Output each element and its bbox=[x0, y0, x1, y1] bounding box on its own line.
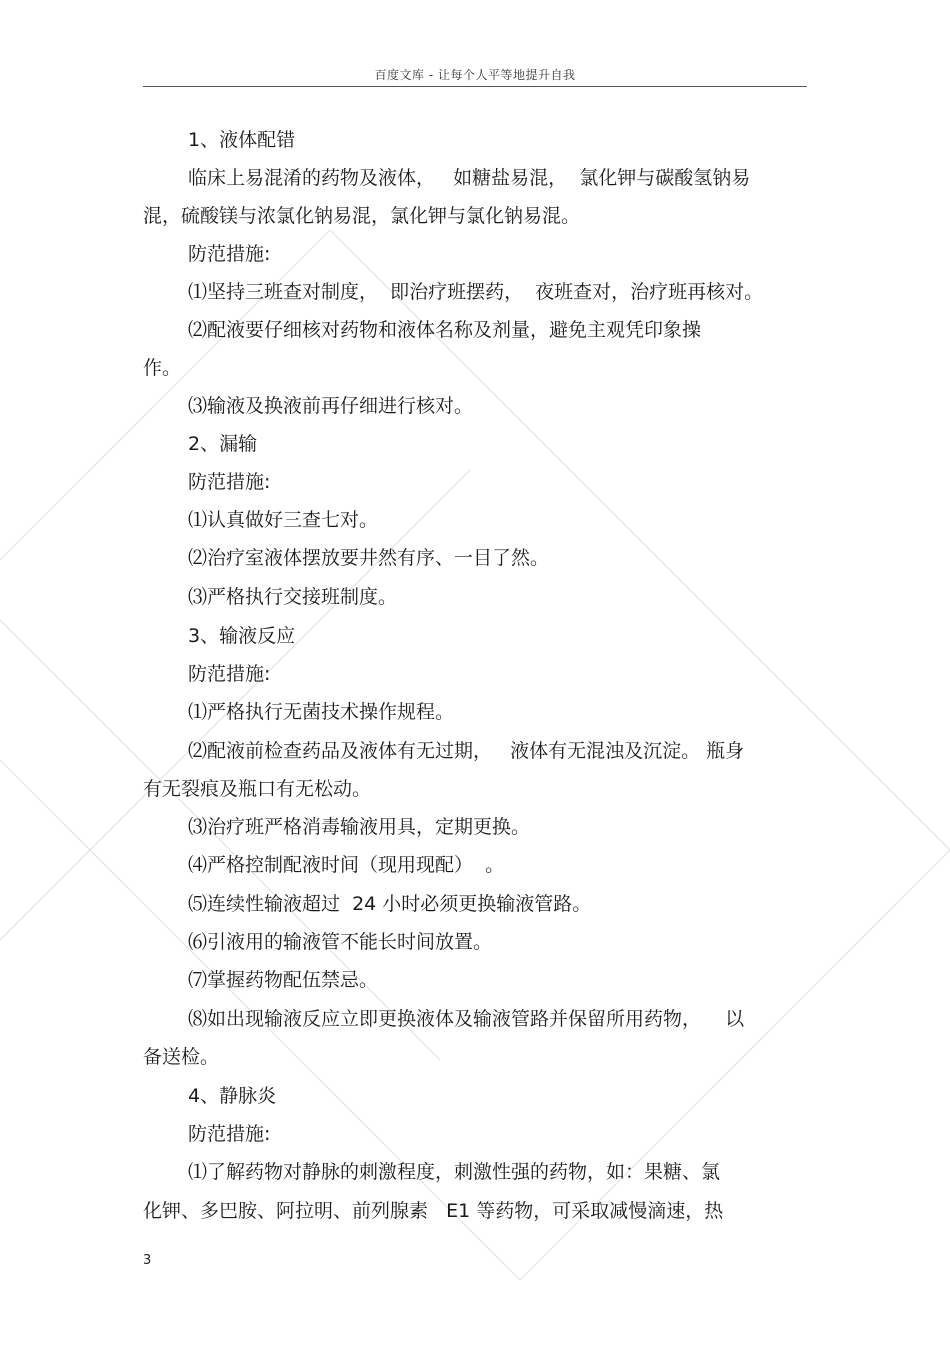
page-number: 3 bbox=[143, 1253, 152, 1268]
measures-label: 防范措施: bbox=[188, 471, 271, 493]
measures-label: 防范措施: bbox=[188, 243, 271, 265]
list-item: ⑶输液及换液前再仔细进行核对。 bbox=[188, 395, 474, 417]
section-heading-liquid-mix-up: 1、液体配错 bbox=[188, 129, 296, 151]
paragraph-line: 临床上易混淆的药物及液体， 如糖盐易混， 氯化钾与碳酸氢钠易 bbox=[188, 167, 751, 189]
list-item: ⑵治疗室液体摆放要井然有序、一目了然。 bbox=[188, 547, 550, 569]
measures-label: 防范措施: bbox=[188, 1123, 271, 1145]
list-item: ⑺掌握药物配伍禁忌。 bbox=[188, 969, 379, 991]
list-item: ⑶严格执行交接班制度。 bbox=[188, 586, 398, 608]
section-heading-phlebitis: 4、静脉炎 bbox=[188, 1085, 277, 1107]
paragraph-line: 混，硫酸镁与浓氯化钠易混，氯化钾与氯化钠易混。 bbox=[143, 205, 581, 227]
list-item: ⑻如出现输液反应立即更换液体及输液管路并保留所用药物， 以 bbox=[188, 1008, 745, 1030]
list-item: ⑷严格控制配液时间（现用现配） 。 bbox=[188, 854, 505, 876]
list-item: ⑹引液用的输液管不能长时间放置。 bbox=[188, 931, 493, 953]
list-item: ⑴严格执行无菌技术操作规程。 bbox=[188, 701, 455, 723]
list-item: ⑴认真做好三查七对。 bbox=[188, 509, 379, 531]
paragraph-line: 化钾、多巴胺、阿拉明、前列腺素 E1 等药物，可采取减慢滴速，热 bbox=[143, 1200, 724, 1222]
list-item: ⑴了解药物对静脉的刺激程度，刺激性强的药物，如：果糖、氯 bbox=[188, 1161, 721, 1183]
section-heading-infusion-reaction: 3、输液反应 bbox=[188, 625, 296, 647]
paragraph-line: 备送检。 bbox=[143, 1046, 220, 1068]
list-item: ⑵配液要仔细核对药物和液体名称及剂量，避免主观凭印象操 bbox=[188, 319, 702, 341]
page-header: 百度文库 - 让每个人平等地提升自我 bbox=[374, 68, 576, 82]
measures-label: 防范措施: bbox=[188, 663, 271, 685]
header-divider bbox=[143, 86, 807, 87]
section-heading-missed-infusion: 2、漏输 bbox=[188, 433, 258, 455]
list-item: ⑵配液前检查药品及液体有无过期， 液体有无混浊及沉淀。 瓶身 bbox=[188, 740, 745, 762]
list-item: ⑸连续性输液超过 24 小时必须更换输液管路。 bbox=[188, 893, 592, 915]
paragraph-line: 作。 bbox=[143, 357, 182, 379]
list-item: ⑶治疗班严格消毒输液用具，定期更换。 bbox=[188, 816, 531, 838]
list-item: ⑴坚持三班查对制度， 即治疗班摆药， 夜班查对，治疗班再核对。 bbox=[188, 281, 764, 303]
paragraph-line: 有无裂痕及瓶口有无松动。 bbox=[143, 778, 372, 800]
